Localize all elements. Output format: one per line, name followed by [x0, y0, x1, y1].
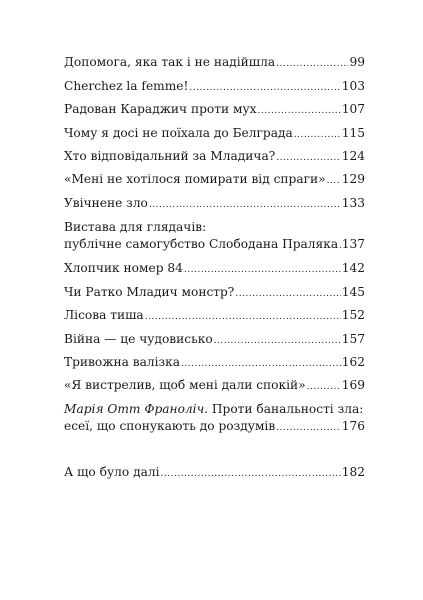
toc-entry[interactable] [64, 464, 365, 483]
dot-leader [339, 238, 341, 255]
toc-entry[interactable] [64, 195, 365, 214]
toc-entry-title-line2: публічне самогубство Слободана Праляка [64, 237, 339, 251]
toc-entry-title: Тривожна валізка [64, 355, 181, 369]
dot-leader [184, 262, 341, 279]
toc-entry-page: 107 [341, 102, 365, 116]
toc-entry-title-line2: есеї, що спонукають до роздумів [64, 419, 276, 433]
toc-entry[interactable] [64, 401, 365, 437]
toc-entry-page: 129 [341, 172, 365, 186]
dot-leader [276, 420, 341, 437]
toc-entry-page: 152 [341, 308, 365, 322]
toc-entry-title: Чому я досі не поїхала до Белграда [64, 126, 293, 140]
toc-entry[interactable] [64, 101, 365, 120]
dot-leader [276, 150, 340, 167]
dot-leader [145, 309, 341, 326]
toc-entry-page: 169 [341, 378, 365, 392]
toc-entry-title: Лісова тиша [64, 308, 144, 322]
toc-entry[interactable] [64, 260, 365, 279]
toc-entry-author: Марія Отт Франоліч. [64, 402, 209, 416]
toc-entry-page: 124 [341, 149, 365, 163]
toc-entry[interactable] [64, 331, 365, 350]
toc-entry-title: Cherchez la femme! [64, 79, 189, 93]
toc-entry-page: 162 [341, 355, 365, 369]
toc-entry-title: Радован Караджич проти мух [64, 102, 257, 116]
dot-leader [149, 197, 341, 214]
dot-leader [181, 356, 341, 373]
toc-entry-title: «Я вистрелив, щоб мені дали спокій» [64, 378, 306, 392]
toc-entry-title: Чи Ратко Младич монстр? [64, 285, 235, 299]
dot-leader [214, 333, 341, 350]
toc-entry-page: 137 [341, 237, 365, 251]
toc-entry-title: Допомога, яка так і не надійшла [64, 55, 276, 69]
toc-entry-title-rest: Проти банальності зла: [208, 402, 364, 416]
toc-entry[interactable] [64, 78, 365, 97]
dot-leader [327, 173, 341, 190]
toc-entry[interactable] [64, 54, 365, 73]
toc-entry-title: А що було далі [64, 465, 160, 479]
dot-leader [161, 466, 341, 483]
toc-entry[interactable] [64, 171, 365, 190]
toc-entry[interactable] [64, 125, 365, 144]
toc-entry-title: Хто відповідальний за Младича? [64, 149, 276, 163]
toc-entry[interactable] [64, 377, 365, 396]
dot-leader [235, 286, 340, 303]
toc-entry[interactable] [64, 148, 365, 167]
toc-entry-page: 145 [341, 285, 365, 299]
toc-entry-title: Хлопчик номер 84 [64, 261, 183, 275]
toc-entry-page: 133 [341, 196, 365, 210]
toc-entry-page: 176 [341, 419, 365, 433]
toc-entry[interactable] [64, 219, 365, 255]
dot-leader [294, 127, 341, 144]
toc-entry-title: Війна — це чудовисько [64, 332, 213, 346]
toc-entry-page: 103 [341, 79, 365, 93]
toc-entry-page: 182 [341, 465, 365, 479]
toc-entry-title-line1 [64, 401, 363, 418]
dot-leader [189, 80, 340, 97]
toc-entry-page: 142 [341, 261, 365, 275]
toc-entry-page: 157 [341, 332, 365, 346]
dot-leader [276, 56, 348, 73]
toc-entry[interactable] [64, 284, 365, 303]
toc-entry[interactable] [64, 354, 365, 373]
toc-entry-title: «Мені не хотілося помирати від спраги» [64, 172, 326, 186]
toc-entry[interactable] [64, 307, 365, 326]
dot-leader [258, 103, 341, 120]
toc-entry-page: 99 [349, 55, 365, 69]
dot-leader [307, 379, 341, 396]
toc-entry-title: Увічнене зло [64, 196, 148, 210]
toc-entry-title-line1: Вистава для глядачів: [64, 220, 207, 234]
toc-entry-page: 115 [341, 126, 365, 140]
